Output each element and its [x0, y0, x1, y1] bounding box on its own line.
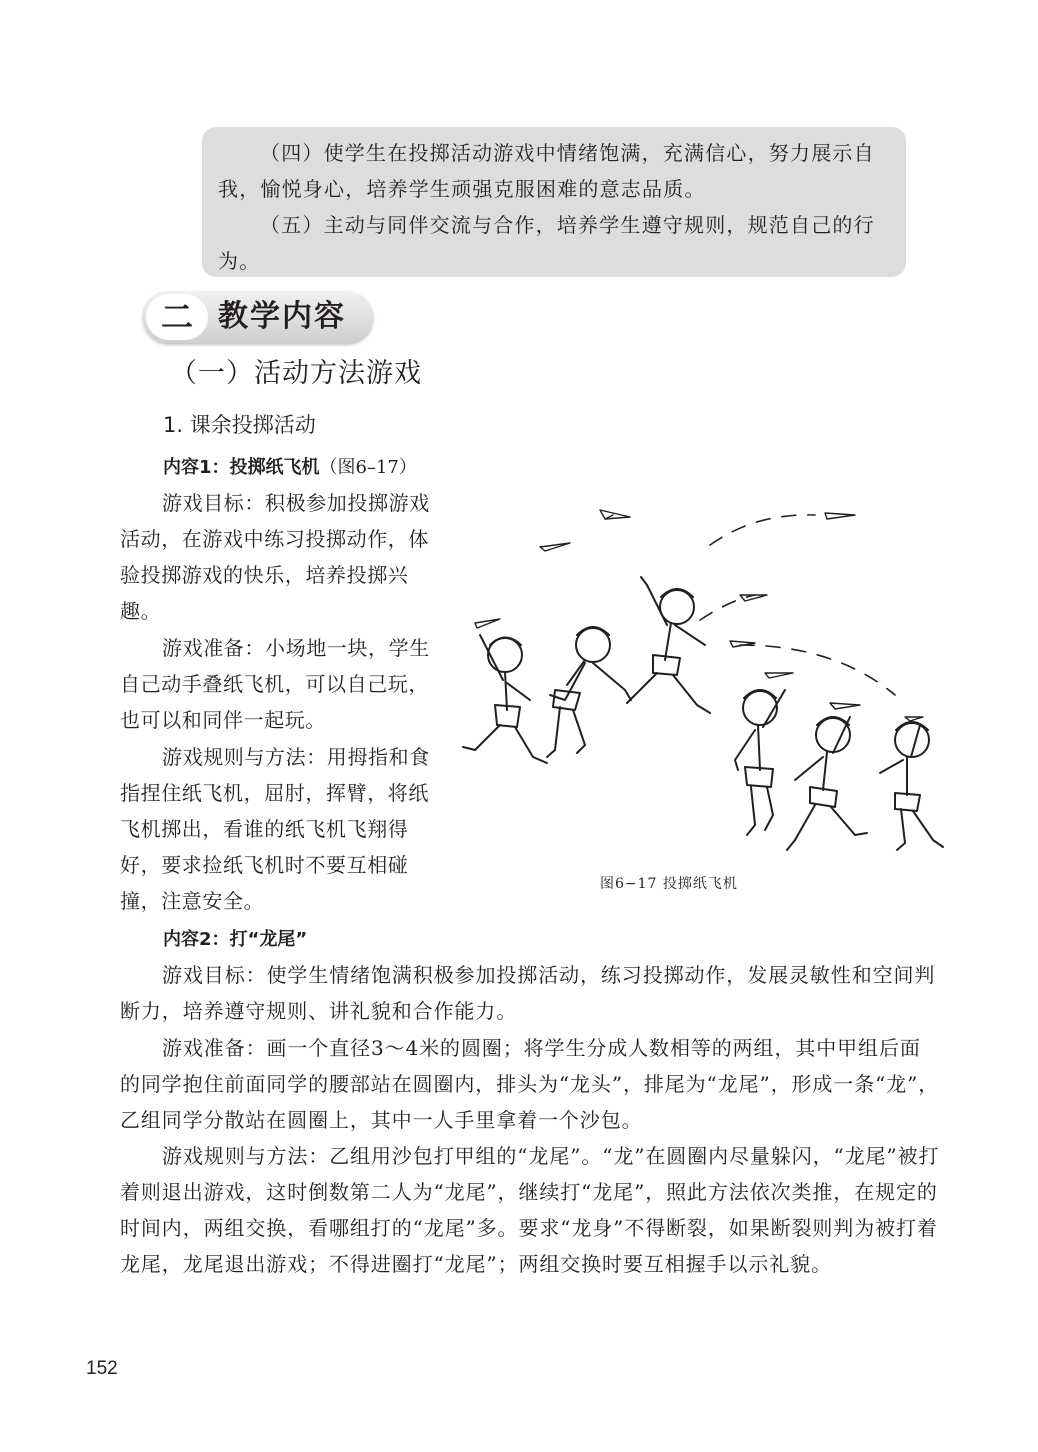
- content2-goal: 游戏目标：使学生情绪饱满积极参加投掷活动，练习投掷动作，发展灵敏性和空间判断力，培养遵守规则、讲礼貌和合作能力。: [120, 963, 936, 1023]
- child-figure-icon: [547, 627, 631, 757]
- child-figure-icon: [880, 722, 943, 850]
- content1-goal: 游戏目标：积极参加投掷游戏活动，在游戏中练习投掷动作，体验投掷游戏的快乐，培养投掷兴趣。: [120, 491, 430, 623]
- content1-heading-label: 内容1：投掷纸飞机: [163, 457, 320, 478]
- content1-rules: 游戏规则与方法：用拇指和食指捏住纸飞机，屈肘，挥臂，将纸飞机掷出，看谁的纸飞机飞翔得好，要求捡纸飞机时不要互相碰撞，注意安全。: [120, 745, 430, 913]
- child-figure-icon: [735, 690, 785, 835]
- child-figure-icon: [463, 635, 547, 763]
- flight-path-icon: [700, 515, 895, 695]
- content2-heading: 内容2：打“龙尾”: [163, 929, 308, 950]
- content2-prep: 游戏准备：画一个直径3～4米的圆圈；将学生分成人数相等的两组，其中甲组后面的同学抱住前面同学的腰部站在圆圈内，排头为“龙头”，排尾为“龙尾”，形成一条“龙”，乙组同学分散站在圆圈上，其中一人手里拿着一个沙包。: [120, 1036, 940, 1132]
- section-title: 教学内容: [218, 299, 346, 334]
- sub-subsection-title: 1. 课余投掷活动: [163, 413, 316, 437]
- section-number: 二: [146, 294, 208, 340]
- figure-reference: （图6–17）: [319, 457, 417, 478]
- content1-heading: [163, 453, 417, 483]
- page-number: 152: [86, 1358, 118, 1379]
- content2-rules: 游戏规则与方法：乙组用沙包打甲组的“龙尾”。“龙”在圆圈内尽量躲闪，“龙尾”被打着则退出游戏，这时倒数第二人为“龙尾”，继续打“龙尾”，照此方法依次类推，在规定的时间内，两组交换，看哪组打的“龙尾”多。要求“龙身”不得断裂，如果断裂则判为被打着龙尾，龙尾退出游戏；不得进圈打“龙尾”；两组交换时要互相握手以示礼貌。: [120, 1144, 940, 1276]
- objective-4: （四）使学生在投掷活动游戏中情绪饱满，充满信心，努力展示自我，愉悦身心，培养学生顽强克服困难的意志品质。: [218, 141, 875, 201]
- paper-plane-icon: [475, 510, 923, 721]
- child-figure-icon: [787, 717, 867, 850]
- figure-illustration: [455, 495, 955, 865]
- objective-5: （五）主动与同伴交流与合作，培养学生遵守规则，规范自己的行为。: [218, 213, 875, 273]
- content1-prep: 游戏准备：小场地一块，学生自己动手叠纸飞机，可以自己玩，也可以和同伴一起玩。: [120, 636, 430, 732]
- child-figure-icon: [627, 577, 710, 713]
- figure-caption: 图6−17 投掷纸飞机: [600, 876, 738, 892]
- subsection-title: （一）活动方法游戏: [170, 358, 422, 389]
